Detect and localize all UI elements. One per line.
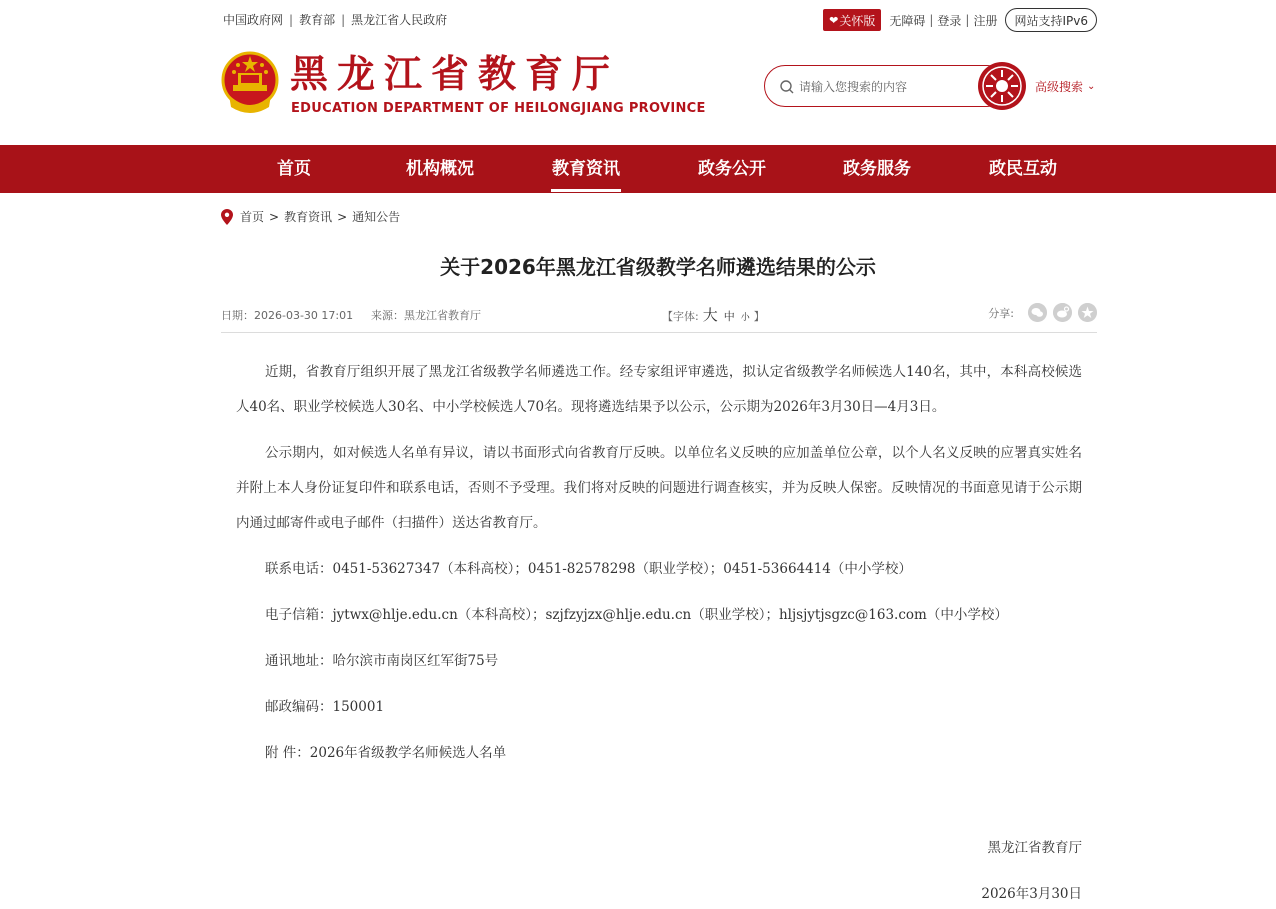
login-link[interactable]: 登录 (937, 13, 962, 28)
breadcrumb-news[interactable]: 教育资讯 (284, 210, 333, 224)
chevron-down-icon: ⌄ (1087, 81, 1096, 92)
advanced-search-label: 高级搜索 (1035, 80, 1084, 94)
contact-phone: 联系电话：0451-53627347（本科高校）；0451-82578298（职业学校）；0451-53664414（中小学校） (265, 561, 912, 577)
location-pin-icon (221, 209, 233, 225)
nav-item-gov-services[interactable]: 政务服务 (843, 159, 911, 179)
top-actions (823, 8, 1097, 32)
link-gov-cn[interactable]: 中国政府网 (223, 13, 284, 27)
share-label: 分享: (988, 306, 1014, 320)
share-bar (988, 303, 1097, 322)
attachment-link[interactable]: 附 件：2026年省级教学名师候选人名单 (265, 745, 507, 761)
link-moe[interactable]: 教育部 (299, 13, 336, 27)
breadcrumb (221, 208, 400, 225)
advanced-search-link[interactable] (1035, 78, 1095, 95)
search-button[interactable] (978, 62, 1026, 110)
favorite-icon[interactable] (1078, 303, 1097, 322)
signature-date: 2026年3月30日 (981, 886, 1082, 902)
mailing-address: 通讯地址：哈尔滨市南岗区红军街75号 (265, 653, 499, 669)
top-bar (223, 8, 1097, 30)
site-subtitle: EDUCATION DEPARTMENT OF HEILONGJIANG PROVINCE (291, 101, 706, 116)
separator: | (341, 12, 346, 27)
national-emblem-icon (221, 51, 279, 113)
breadcrumb-separator: > (337, 209, 348, 224)
article-paragraph: 公示期内，如对候选人名单有异议，请以书面形式向省教育厅反映。以单位名义反映的应加盖单位公章，以个人名义反映的应署真实姓名并附上本人身份证复印件和联系电话，否则不予受理。我们将对反映的问题进行调查核实，并为反映人保密。反映情况的书面意见请于公示期内通过邮寄件或电子邮件（扫描件）送达省教育厅。 (236, 445, 1082, 531)
breadcrumb-notices[interactable]: 通知公告 (352, 210, 401, 224)
heart-hand-icon: ❤ (829, 13, 839, 27)
font-size-label: 【字体: (662, 310, 699, 323)
ipv6-badge[interactable]: 网站支持IPv6 (1005, 8, 1097, 32)
article-source: 来源：黑龙江省教育厅 (371, 309, 481, 322)
breadcrumb-separator: > (269, 209, 280, 224)
weibo-icon[interactable] (1053, 303, 1072, 322)
nav-item-home[interactable]: 首页 (277, 159, 311, 179)
font-size-large-button[interactable]: 大 (702, 306, 718, 324)
site-title[interactable]: 黑龙江省教育厅 (290, 51, 620, 96)
postal-code: 邮政编码：150001 (265, 699, 385, 715)
accessibility-link[interactable]: 无障碍 (889, 13, 926, 28)
breadcrumb-home[interactable]: 首页 (240, 210, 265, 224)
care-mode-label: 关怀版 (839, 13, 876, 28)
nav-item-interaction[interactable]: 政民互动 (989, 159, 1057, 179)
separator: | (965, 13, 970, 27)
signature-org: 黑龙江省教育厅 (987, 840, 1082, 856)
article-title: 关于2026年黑龙江省级教学名师遴选结果的公示 (440, 255, 876, 279)
font-size-bracket: 】 (753, 310, 765, 323)
font-size-medium-button[interactable]: 中 (723, 310, 735, 323)
article-meta (221, 300, 1097, 328)
nav-item-education-news[interactable]: 教育资讯 (531, 145, 641, 193)
search-input[interactable] (799, 76, 969, 98)
meta-divider (221, 332, 1097, 333)
register-link[interactable]: 注册 (973, 13, 998, 28)
nav-item-organization[interactable]: 机构概况 (406, 159, 474, 179)
font-size-control (662, 304, 765, 325)
search-icon (779, 79, 795, 95)
nav-item-gov-affairs-open[interactable]: 政务公开 (698, 159, 766, 179)
top-links (223, 11, 447, 28)
article-body (236, 355, 1082, 782)
care-mode-button[interactable] (823, 9, 881, 31)
link-hlj-gov[interactable]: 黑龙江省人民政府 (351, 13, 448, 27)
article-paragraph: 近期，省教育厅组织开展了黑龙江省级教学名师遴选工作。经专家组评审遴选，拟认定省级教学名师候选人140名，其中，本科高校候选人40名、职业学校候选人30名、中小学校候选人70名。现将遴选结果予以公示，公示期为2026年3月30日—4月3日。 (236, 364, 1082, 415)
publish-date: 日期：2026-03-30 17:01 (221, 309, 354, 322)
wechat-icon[interactable] (1028, 303, 1047, 322)
separator: | (929, 13, 934, 27)
main-nav (0, 145, 1276, 193)
separator: | (289, 12, 294, 27)
contact-email: 电子信箱：jytwx@hlje.edu.cn（本科高校）；szjfzyjzx@hlje.edu.cn（职业学校）；hljsjytjsgzc@163.com（中小学校） (265, 607, 1008, 623)
search-box (764, 65, 1008, 107)
font-size-small-button[interactable]: 小 (740, 313, 750, 323)
